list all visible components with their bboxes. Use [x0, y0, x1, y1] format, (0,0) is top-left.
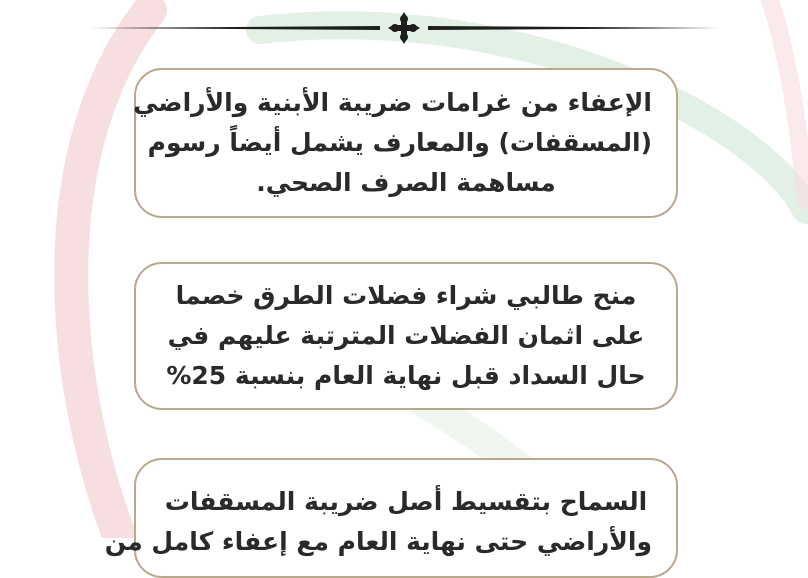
card-text-line: مساهمة الصرف الصحي. [256, 168, 556, 197]
card-text-line: السماح بتقسيط أصل ضريبة المسقفات [164, 487, 648, 516]
ornamental-divider [0, 0, 808, 60]
card-text-line: الإعفاء من غرامات ضريبة الأبنية والأراضي [133, 88, 652, 117]
cross-ornament-icon [388, 12, 420, 44]
info-card-tax-installments [104, 458, 678, 578]
divider-line-left [90, 26, 380, 30]
card-text-line: على اثمان الفضلات المترتبة عليهم في [167, 321, 645, 350]
info-card-road-surplus-discount [134, 262, 678, 410]
card-text-line: (المسقفات) والمعارف يشمل أيضاً رسوم [147, 128, 652, 157]
card-text-line: والأراضي حتى نهاية العام مع إعفاء كامل من [104, 527, 652, 556]
card-text-line: منح طالبي شراء فضلات الطرق خصما [175, 281, 637, 310]
divider-line-right [428, 26, 720, 30]
card-text-line: حال السداد قبل نهاية العام بنسبة 25% [166, 361, 646, 390]
info-card-tax-penalty-exemption [134, 68, 678, 218]
